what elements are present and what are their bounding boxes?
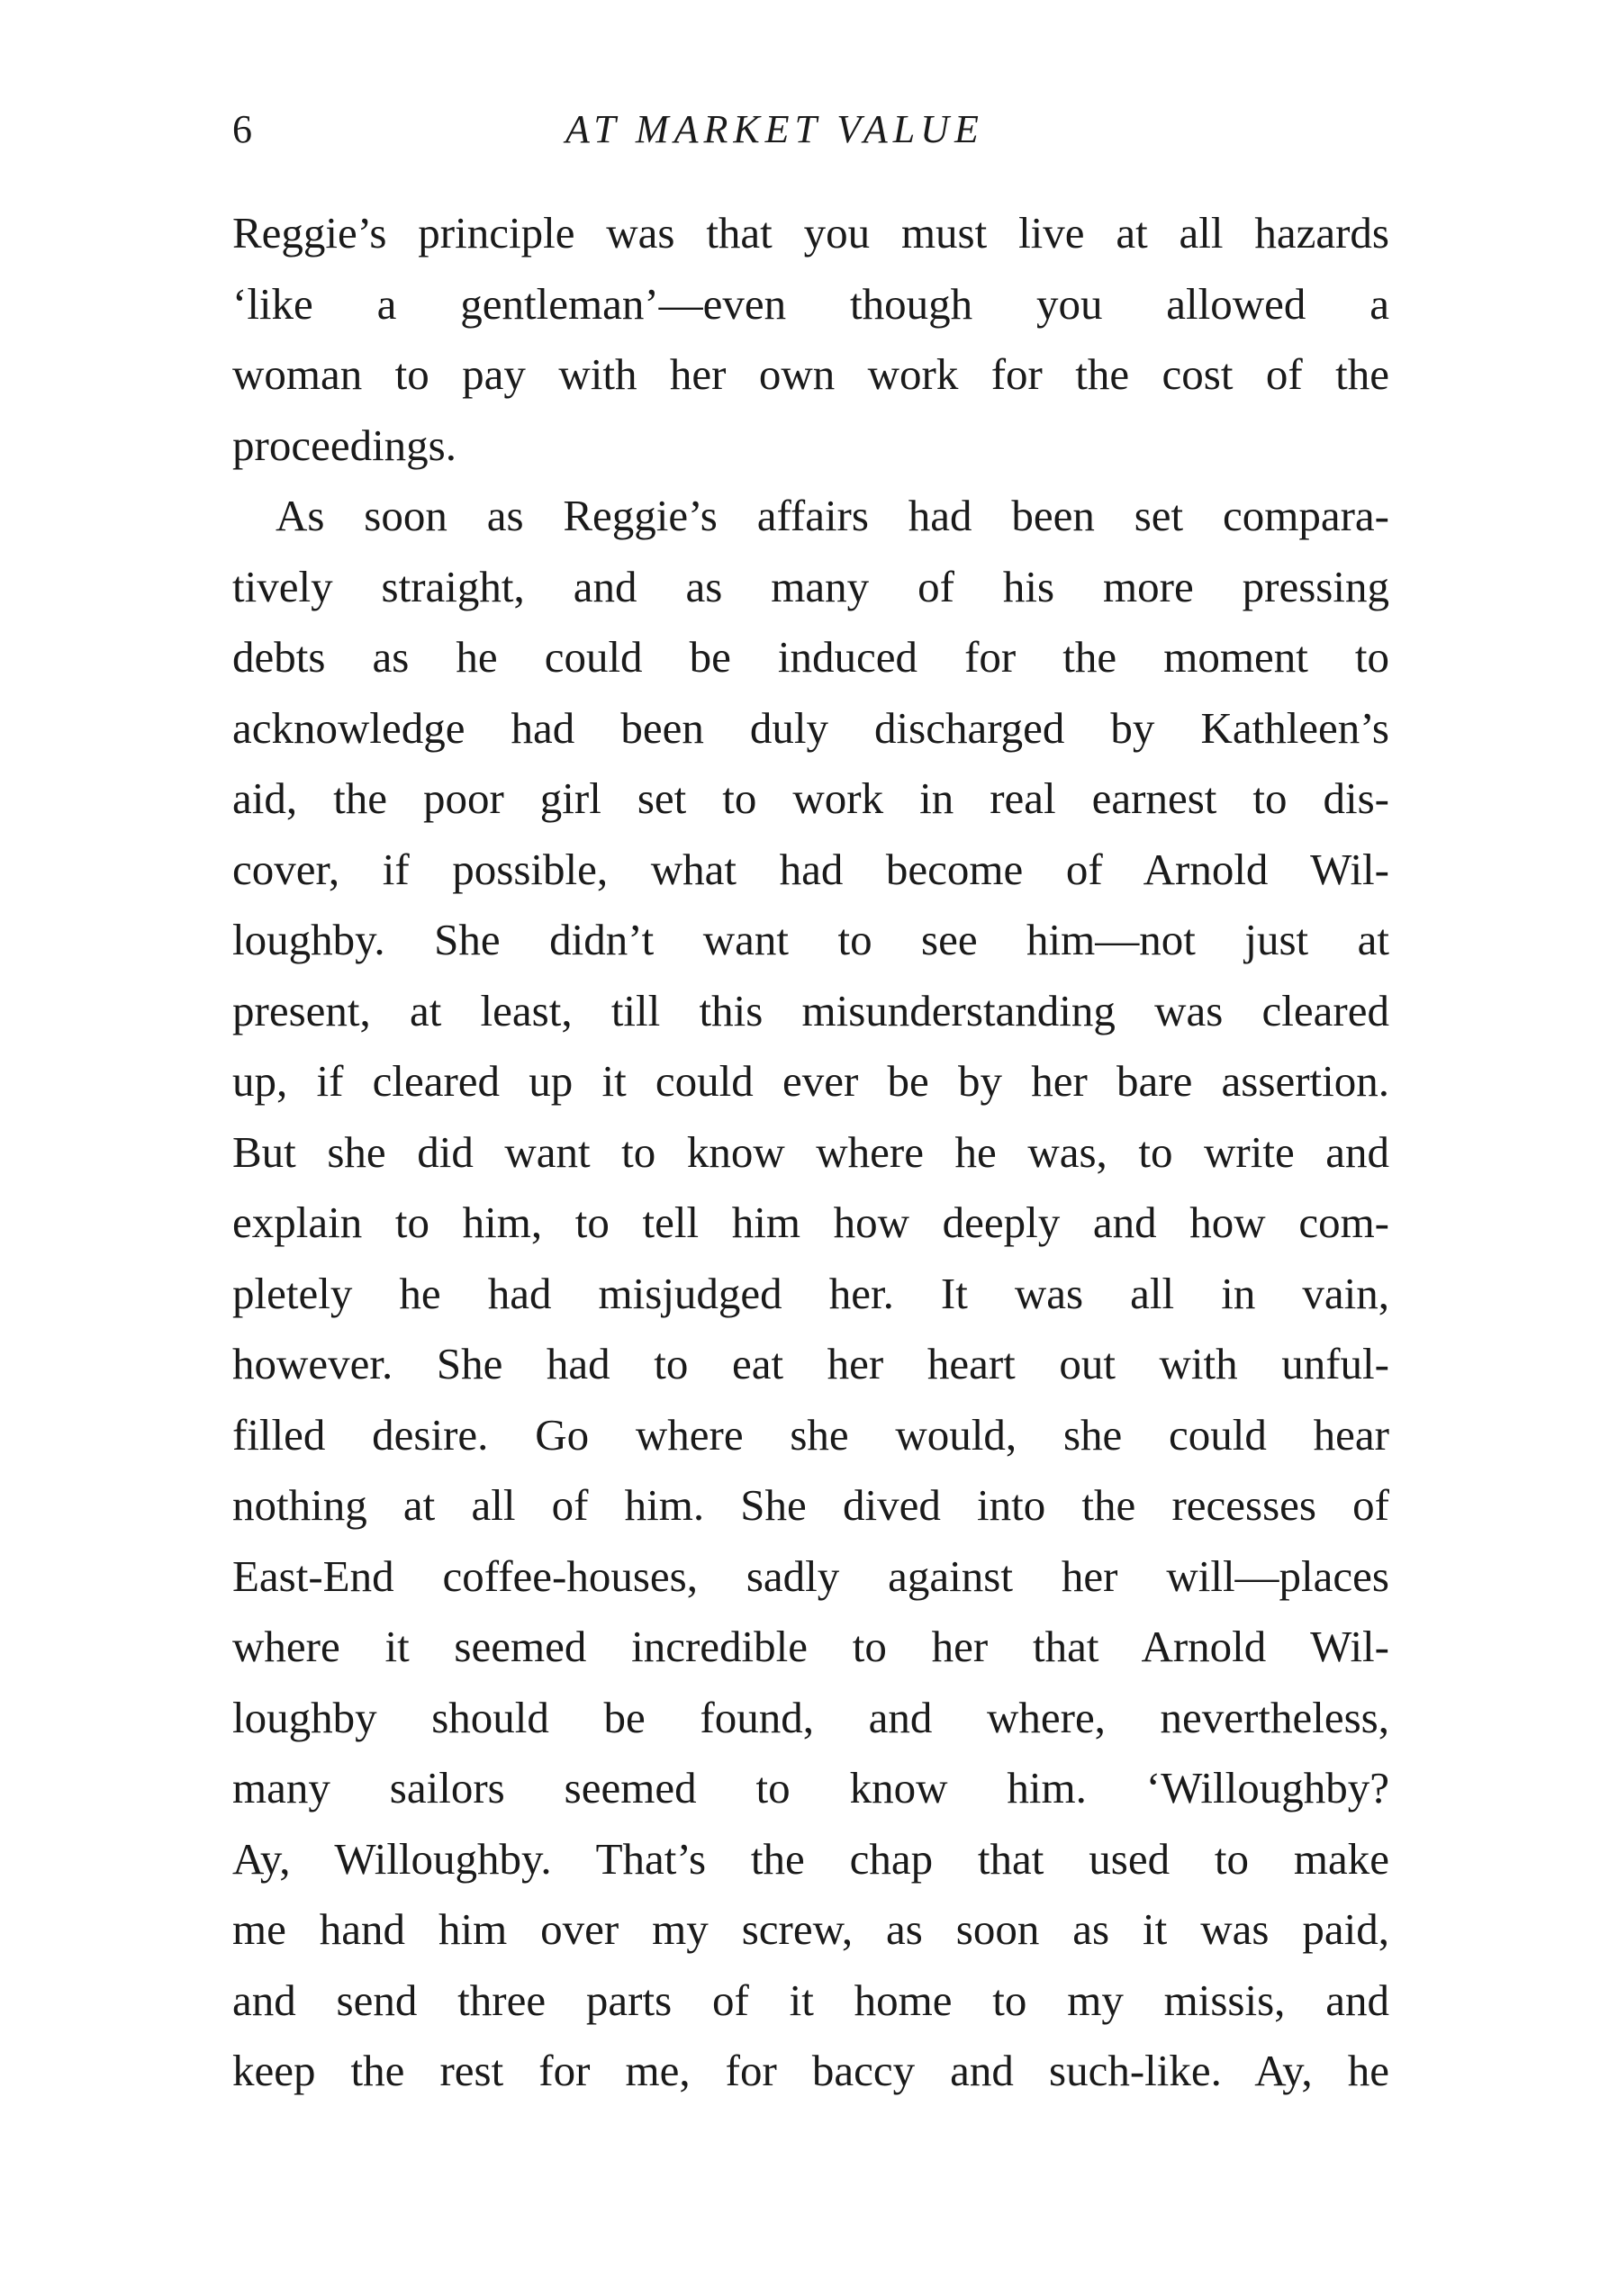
text-line: East-End coffee-houses, sadly against her will—places: [232, 1550, 1389, 1601]
text-line: where it seemed incredible to her that Arnold Wil-: [232, 1622, 1389, 1671]
page-number: 6: [232, 107, 252, 151]
text-line: me hand him over my screw, as soon as it was paid,: [232, 1904, 1389, 1954]
text-line: nothing at all of him. She dived into the recesses of: [232, 1480, 1389, 1530]
text-line: however. She had to eat her heart out with unful-: [232, 1339, 1389, 1388]
text-line: loughby should be found, and where, nevertheless,: [232, 1692, 1389, 1742]
text-line: filled desire. Go where she would, she could hear: [232, 1409, 1389, 1460]
text-line: Ay, Willoughby. That’s the chap that used to make: [232, 1833, 1389, 1884]
text-line: woman to pay with her own work for the cost of the: [232, 349, 1389, 399]
text-line: keep the rest for me, for baccy and such-like. Ay, he: [232, 2046, 1389, 2095]
text-line: pletely he had misjudged her. It was all in vain,: [232, 1268, 1389, 1318]
text-line: debts as he could be induced for the moment to: [232, 632, 1389, 682]
text-line: But she did want to know where he was, to write and: [232, 1126, 1389, 1177]
body-text: [232, 198, 1389, 2107]
text-line: loughby. She didn’t want to see him—not just at: [232, 915, 1389, 964]
text-line: acknowledge had been duly discharged by Kathleen’s: [232, 702, 1389, 753]
text-line: As soon as Reggie’s affairs had been set compara-: [276, 491, 1389, 540]
text-line: up, if cleared up it could ever be by her bare assertion.: [232, 1056, 1389, 1106]
text-line: proceedings.: [232, 420, 456, 470]
text-line: aid, the poor girl set to work in real earnest to dis-: [232, 773, 1389, 823]
text-line: Reggie’s principle was that you must live at all hazards: [232, 208, 1389, 258]
text-line: present, at least, till this misunderstanding was cleared: [232, 985, 1389, 1035]
text-line: and send three parts of it home to my missis, and: [232, 1975, 1389, 2025]
text-line: explain to him, to tell him how deeply and how com-: [232, 1198, 1389, 1247]
running-title: AT MARKET VALUE: [565, 107, 984, 151]
text-line: tively straight, and as many of his more pressing: [232, 561, 1389, 611]
text-line: ‘like a gentleman’—even though you allowed a: [232, 278, 1389, 329]
running-head: [232, 97, 1394, 160]
text-line: many sailors seemed to know him. ‘Willoughby?: [232, 1763, 1389, 1812]
text-line: cover, if possible, what had become of Arnold Wil-: [232, 844, 1389, 894]
